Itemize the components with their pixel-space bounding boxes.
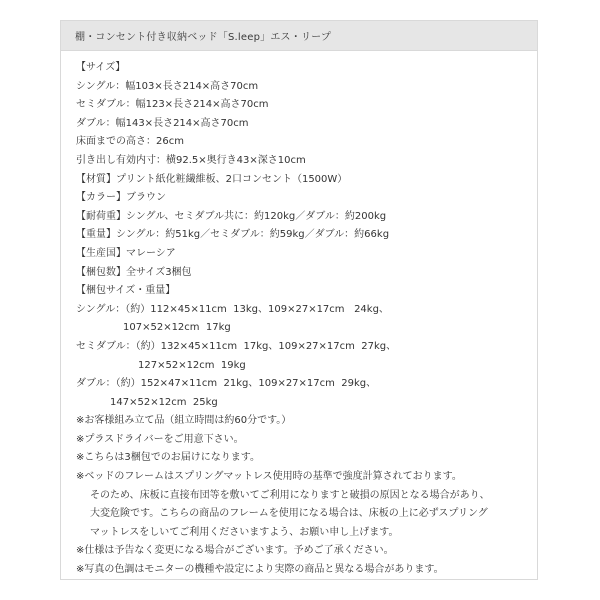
note-frame-line-4: マットレスをしいてご利用くださいますよう、お願い申し上げます。 [90, 526, 399, 538]
package-single-line-1: シングル：（約）112×45×11cm 13kg、109×27×17cm 24kg、 [76, 303, 389, 315]
weight: 【重量】シングル：約51kg／セミダブル：約59kg／ダブル：約66kg [76, 229, 390, 241]
panel-header [61, 21, 537, 51]
package-semidouble-line-2: 127×52×12cm 19kg [138, 359, 246, 371]
color: 【カラー】ブラウン [76, 192, 166, 204]
package-double-line-2: 147×52×12cm 25kg [110, 396, 218, 408]
origin: 【生産国】マレーシア [76, 247, 176, 259]
drawer-size: 引き出し有効内寸：横92.5×奥行き43×深さ10cm [76, 154, 306, 166]
size-single: シングル：幅103×長さ214×高さ70cm [76, 80, 259, 92]
note-assembly: ※お客様組み立て品（組立時間は約60分です。） [76, 415, 292, 427]
size-heading: 【サイズ】 [76, 62, 126, 73]
note-frame-line-2: そのため、床板に直接布団等を敷いてご利用になりますと破損の原因となる場合があり、 [90, 489, 490, 501]
floor-height: 床面までの高さ：26cm [76, 136, 184, 148]
note-frame-line-1: ※ベッドのフレームはスプリングマットレス使用時の基準で強度計算されております。 [76, 471, 462, 483]
note-photo-color: ※写真の色調はモニターの機種や設定により実際の商品と異なる場合があります。 [76, 564, 444, 576]
spec-body [61, 51, 537, 580]
package-double-line-1: ダブル：（約）152×47×11cm 21kg、109×27×17cm 29kg、 [76, 378, 377, 390]
size-double: ダブル：幅143×長さ214×高さ70cm [76, 117, 249, 129]
panel-title: 棚・コンセント付き収納ベッド「S.leep」エス・リープ [75, 32, 332, 43]
package-count: 【梱包数】全サイズ3梱包 [76, 266, 192, 278]
size-semidouble: セミダブル：幅123×長さ214×高さ70cm [76, 99, 269, 111]
load-capacity: 【耐荷重】シングル、セミダブル共に：約120kg／ダブル：約200kg [76, 210, 387, 222]
product-spec-panel [60, 20, 538, 580]
package-semidouble-line-1: セミダブル：（約）132×45×11cm 17kg、109×27×17cm 27kg、 [76, 340, 397, 352]
package-heading: 【梱包サイズ・重量】 [76, 285, 176, 297]
note-frame-line-3: 大変危険です。こちらの商品のフレームを使用になる場合は、床板の上に必ずスプリング [90, 508, 488, 520]
note-spec-change: ※仕様は予告なく変更になる場合がございます。予めご了承ください。 [76, 545, 394, 557]
note-driver: ※プラスドライバーをご用意下さい。 [76, 433, 244, 445]
material: 【材質】プリント紙化粧繊維板、2口コンセント（1500W） [76, 173, 348, 185]
note-delivery: ※こちらは3梱包でのお届けになります。 [76, 452, 260, 464]
package-single-line-2: 107×52×12cm 17kg [123, 322, 231, 334]
